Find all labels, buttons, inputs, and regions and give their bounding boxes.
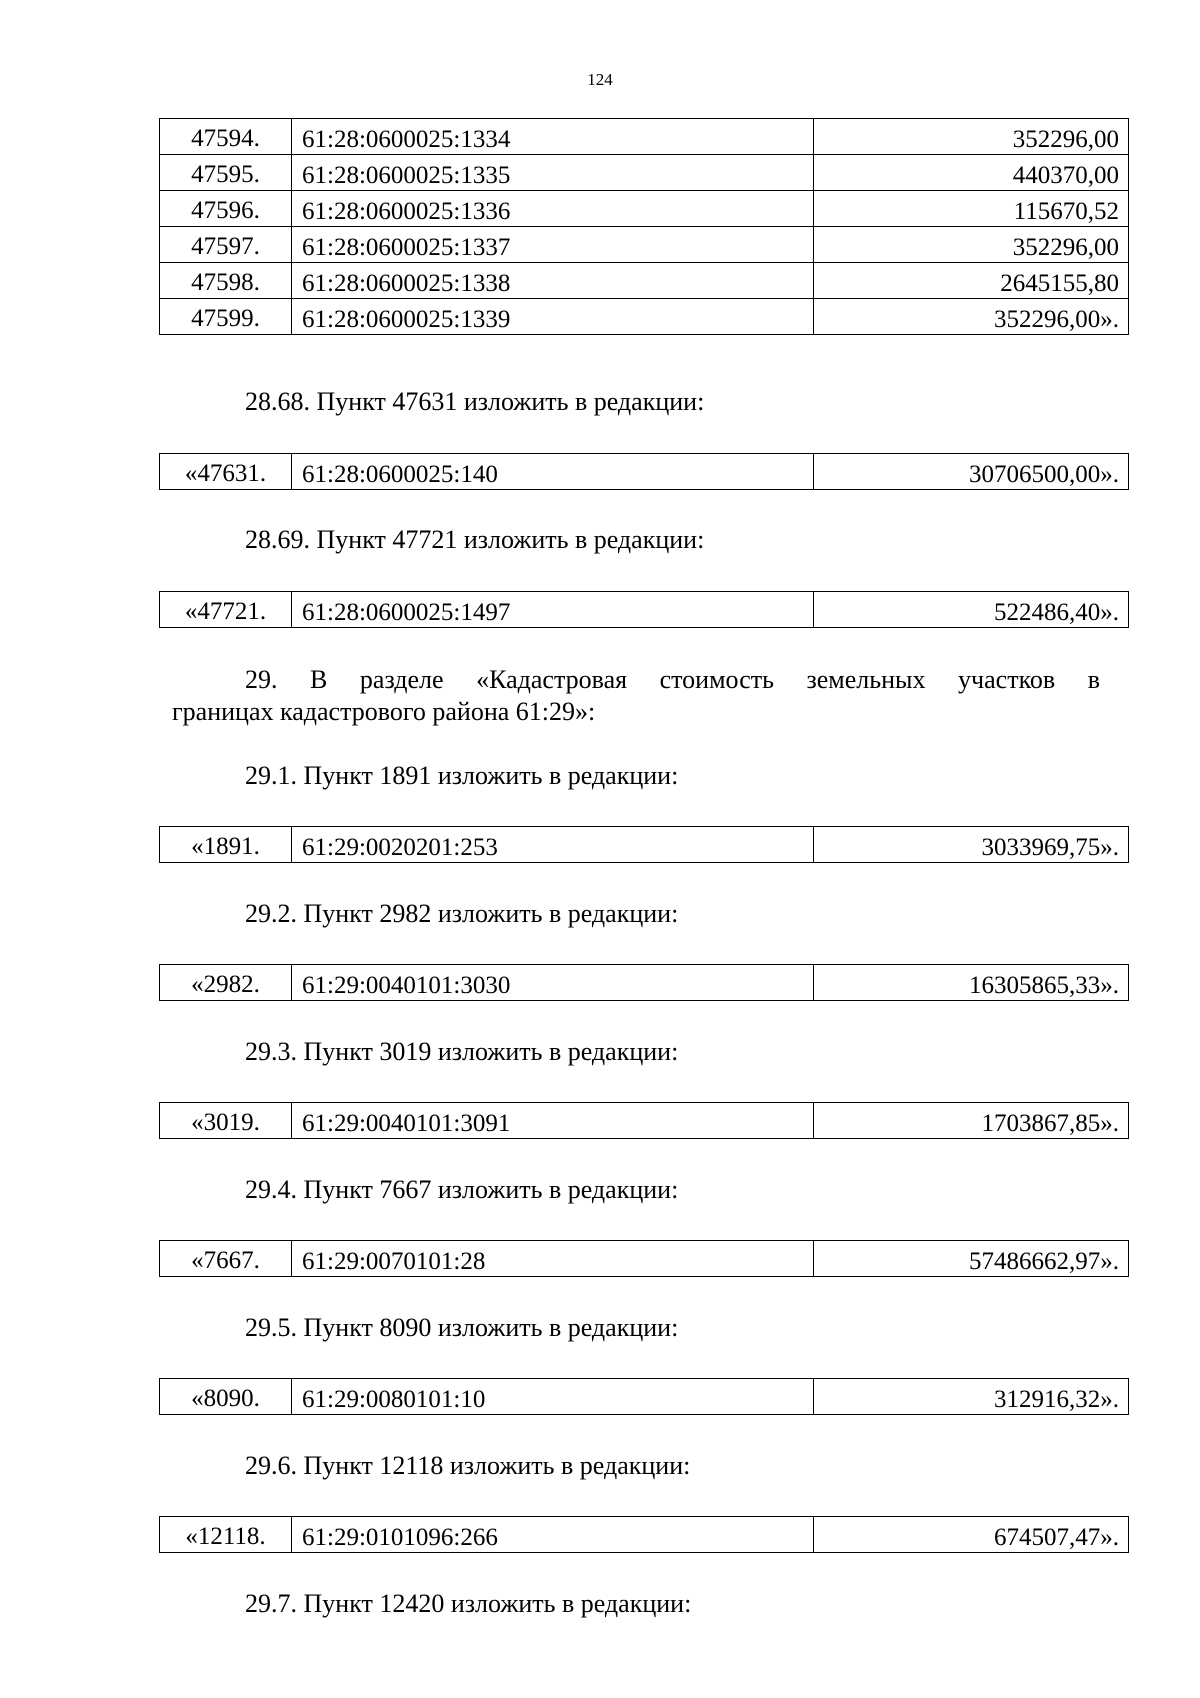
table-row bbox=[160, 155, 1129, 191]
page-number: 124 bbox=[587, 70, 613, 89]
cadastral-number: 61:29:0070101:28 bbox=[292, 1241, 814, 1277]
table-row bbox=[160, 299, 1129, 335]
paragraph-heading: 28.69. Пункт 47721 изложить в редакции: bbox=[245, 525, 705, 554]
paragraph-heading: 29.1. Пункт 1891 изложить в редакции: bbox=[245, 761, 679, 790]
section-29-line1: 29. В разделе «Кадастровая стоимость земельных участков в bbox=[245, 665, 1100, 694]
cadastral-value: 115670,52 bbox=[814, 191, 1129, 227]
cadastral-table bbox=[159, 453, 1129, 490]
table-row bbox=[160, 592, 1129, 628]
cadastral-value: 522486,40». bbox=[814, 592, 1129, 628]
cadastral-table bbox=[159, 1240, 1129, 1277]
item-number: «47631. bbox=[160, 454, 292, 490]
cadastral-value: 16305865,33». bbox=[814, 965, 1129, 1001]
paragraph-heading: 28.68. Пункт 47631 изложить в редакции: bbox=[245, 387, 705, 416]
paragraph-heading: 29.3. Пункт 3019 изложить в редакции: bbox=[245, 1037, 679, 1066]
section-29-paragraph bbox=[172, 664, 1100, 728]
cadastral-value: 2645155,80 bbox=[814, 263, 1129, 299]
item-number: «12118. bbox=[160, 1517, 292, 1553]
section-29-line2: границах кадастрового района 61:29»: bbox=[172, 697, 596, 726]
cadastral-number: 61:29:0040101:3091 bbox=[292, 1103, 814, 1139]
cadastral-number: 61:29:0020201:253 bbox=[292, 827, 814, 863]
cadastral-value: 674507,47». bbox=[814, 1517, 1129, 1553]
table-row bbox=[160, 1241, 1129, 1277]
cadastral-table bbox=[159, 591, 1129, 628]
paragraph-heading: 29.2. Пункт 2982 изложить в редакции: bbox=[245, 899, 679, 928]
cadastral-table bbox=[159, 826, 1129, 863]
table-row bbox=[160, 1379, 1129, 1415]
cadastral-value: 1703867,85». bbox=[814, 1103, 1129, 1139]
table-row bbox=[160, 827, 1129, 863]
item-number: «2982. bbox=[160, 965, 292, 1001]
item-number: «47721. bbox=[160, 592, 292, 628]
cadastral-number: 61:29:0040101:3030 bbox=[292, 965, 814, 1001]
cadastral-table bbox=[159, 964, 1129, 1001]
cadastral-value: 352296,00 bbox=[814, 119, 1129, 155]
cadastral-value: 30706500,00». bbox=[814, 454, 1129, 490]
item-number: 47599. bbox=[160, 299, 292, 335]
cadastral-number: 61:28:0600025:1334 bbox=[292, 119, 814, 155]
cadastral-table bbox=[159, 1378, 1129, 1415]
cadastral-number: 61:28:0600025:1338 bbox=[292, 263, 814, 299]
cadastral-table-main bbox=[159, 118, 1129, 335]
item-number: 47598. bbox=[160, 263, 292, 299]
cadastral-value: 312916,32». bbox=[814, 1379, 1129, 1415]
cadastral-number: 61:28:0600025:1339 bbox=[292, 299, 814, 335]
cadastral-value: 440370,00 bbox=[814, 155, 1129, 191]
item-number: 47596. bbox=[160, 191, 292, 227]
item-number: «1891. bbox=[160, 827, 292, 863]
item-number: «8090. bbox=[160, 1379, 292, 1415]
item-number: «7667. bbox=[160, 1241, 292, 1277]
table-row bbox=[160, 191, 1129, 227]
table-row bbox=[160, 1517, 1129, 1553]
cadastral-value: 57486662,97». bbox=[814, 1241, 1129, 1277]
cadastral-value: 352296,00 bbox=[814, 227, 1129, 263]
cadastral-number: 61:28:0600025:1336 bbox=[292, 191, 814, 227]
table-row bbox=[160, 965, 1129, 1001]
cadastral-table bbox=[159, 1516, 1129, 1553]
paragraph-heading: 29.5. Пункт 8090 изложить в редакции: bbox=[245, 1313, 679, 1342]
cadastral-value: 3033969,75». bbox=[814, 827, 1129, 863]
table-row bbox=[160, 263, 1129, 299]
item-number: 47595. bbox=[160, 155, 292, 191]
paragraph-heading: 29.4. Пункт 7667 изложить в редакции: bbox=[245, 1175, 679, 1204]
cadastral-value: 352296,00». bbox=[814, 299, 1129, 335]
table-row bbox=[160, 227, 1129, 263]
paragraph-heading: 29.6. Пункт 12118 изложить в редакции: bbox=[245, 1451, 691, 1480]
cadastral-number: 61:28:0600025:1337 bbox=[292, 227, 814, 263]
item-number: 47597. bbox=[160, 227, 292, 263]
table-row bbox=[160, 454, 1129, 490]
table-row bbox=[160, 119, 1129, 155]
cadastral-number: 61:29:0101096:266 bbox=[292, 1517, 814, 1553]
table-row bbox=[160, 1103, 1129, 1139]
item-number: «3019. bbox=[160, 1103, 292, 1139]
cadastral-number: 61:28:0600025:1335 bbox=[292, 155, 814, 191]
cadastral-table bbox=[159, 1102, 1129, 1139]
item-number: 47594. bbox=[160, 119, 292, 155]
cadastral-number: 61:28:0600025:1497 bbox=[292, 592, 814, 628]
cadastral-number: 61:29:0080101:10 bbox=[292, 1379, 814, 1415]
paragraph-heading: 29.7. Пункт 12420 изложить в редакции: bbox=[245, 1589, 692, 1618]
cadastral-number: 61:28:0600025:140 bbox=[292, 454, 814, 490]
